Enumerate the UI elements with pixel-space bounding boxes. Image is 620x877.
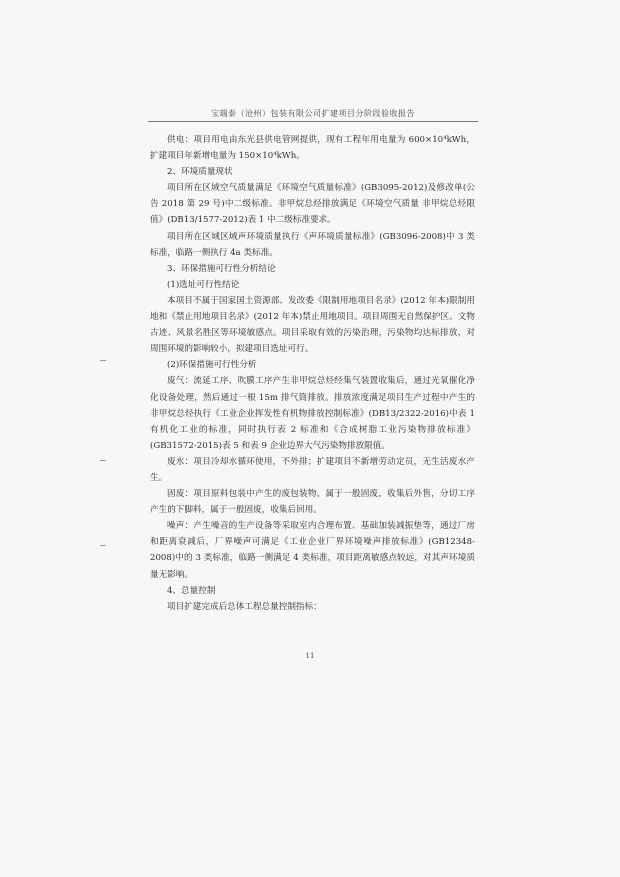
- paragraph: 废气：流延工序、吹膜工序产生非甲烷总烃经集气装置收集后，通过光氧催化净化设备处理，然后通过一根 15m 排气筒排放。排放浓度满足项目生产过程中产生的非甲烷总烃执行《工业企业挥发性有机物排放控制标准》(DB13/2322-2016)中表 1 有机化工业的标准，同时执行表 2 标准和《合成树脂工业污染物排放标准》(GB31572-2015)表 5 和表 9 企业边界大气污染物排放限值。: [150, 376, 475, 451]
- section-heading: 4、总量控制: [167, 585, 216, 596]
- running-header: 宝瑞泰（沧州）包装有限公司扩建项目分阶段验收报告: [211, 109, 415, 118]
- margin-mark: [100, 545, 106, 546]
- section-heading: 3、环保措施可行性分析结论: [167, 263, 276, 274]
- paragraph: 项目所在区域空气质量满足《环境空气质量标准》(GB3095-2012)及修改单(公告 2018 第 29 号)中二级标准。非甲烷总烃排放满足《环境空气质量 非甲烷总烃限值》(DB13/1577-2012)表 1 中二级标准要求。: [150, 183, 475, 226]
- margin-mark: [100, 360, 106, 361]
- paragraph: 固废：项目原料包装中产生的废包装物，属于一般固废，收集后外售，分切工序产生的下脚料，属于一般固废，收集后回用。: [150, 489, 475, 516]
- paragraph: 供电：项目用电由东光县供电管网提供，现有工程年用电量为 600×10⁴kWh，扩建项目年新增电量为 150×10⁴kWh。: [150, 135, 475, 162]
- paragraph: (1)选址可行性结论: [167, 279, 240, 290]
- page-number: 11: [305, 652, 315, 660]
- paragraph: 废水：项目冷却水循环使用，不外排；扩建项目不新增劳动定员，无生活废水产生。: [150, 456, 475, 483]
- header-rule: [148, 121, 478, 122]
- paragraph: 项目所在区域区域声环境质量执行《声环境质量标准》(GB3096-2008)中 3 类标准，临路一侧执行 4a 类标准。: [150, 231, 475, 258]
- margin-mark: [100, 460, 106, 461]
- section-heading: 2、环境质量现状: [167, 167, 233, 178]
- paragraph: 本项目不属于国家国土资源部、发改委《限制用地项目名录》(2012 年本)限制用地和《禁止用地项目名录》(2012 年本)禁止用地项目。项目周围无自然保护区、文物古迹、风景名胜区等环境敏感点。项目采取有效的污染治理，污染物均达标排放，对周围环境的影响较小，拟建项目选址可行。: [150, 295, 475, 355]
- paragraph: (2)环保措施可行性分析: [167, 360, 257, 371]
- paragraph: 噪声：产生噪音的生产设备等采取室内合理布置、基础加装减振垫等，通过厂房和距离衰减后，厂界噪声可满足《工业企业厂界环境噪声排放标准》(GB12348-2008)中的 3 类标准，临路一侧满足 4 类标准，项目距离敏感点较远，对其声环境质量无影响。: [150, 521, 475, 580]
- paragraph: 项目扩建完成后总体工程总量控制指标：: [167, 601, 322, 612]
- document-body: [150, 132, 475, 615]
